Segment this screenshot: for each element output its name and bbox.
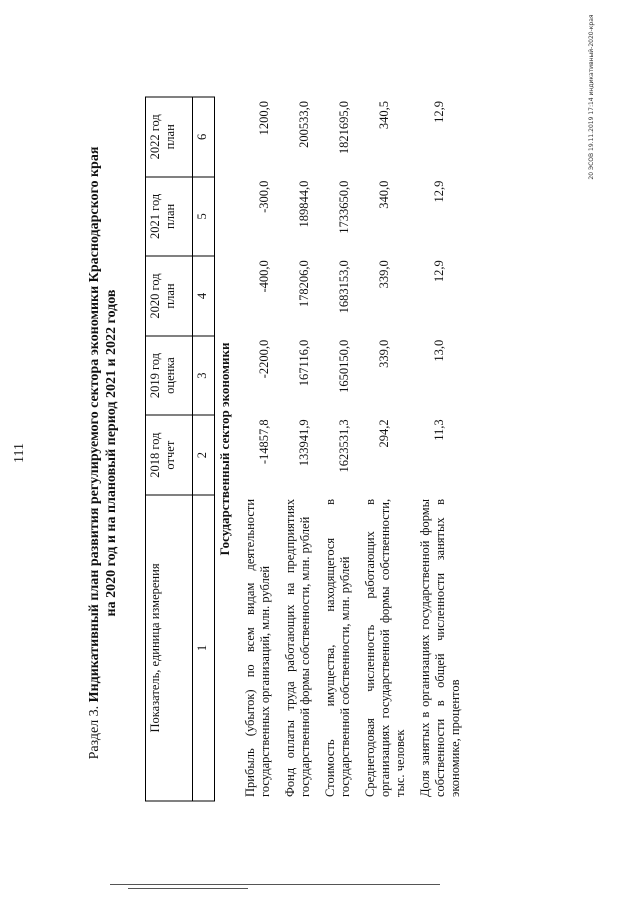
header-2019: 2019 год оценка bbox=[146, 335, 193, 415]
col-number: 5 bbox=[193, 176, 215, 256]
value-2020: 178206,0 bbox=[297, 259, 311, 307]
scan-artifact-line bbox=[128, 888, 248, 889]
value-2020: 339,0 bbox=[377, 259, 391, 288]
value-2022: 12,9 bbox=[432, 100, 446, 123]
col-number: 6 bbox=[193, 97, 215, 177]
value-2019: 339,0 bbox=[377, 339, 391, 368]
page-number: 111 bbox=[12, 442, 27, 463]
scan-artifact-line bbox=[110, 884, 440, 885]
col-number: 1 bbox=[193, 494, 215, 800]
value-2018: 11,3 bbox=[432, 418, 446, 441]
row-label: Среднегодовая численность работающих в организациях государственной формы собственности, тыс. человек bbox=[363, 498, 407, 797]
value-2019: 1650150,0 bbox=[337, 339, 351, 393]
table-header-row bbox=[146, 97, 193, 801]
table-row bbox=[410, 97, 465, 801]
value-2018: -14857,8 bbox=[257, 418, 271, 464]
section-title: Государственный сектор экономики bbox=[217, 342, 232, 555]
col-number: 2 bbox=[193, 415, 215, 495]
value-2021: 340,0 bbox=[377, 180, 391, 209]
value-2022: 340,5 bbox=[377, 100, 391, 129]
table-row bbox=[315, 97, 355, 801]
header-2018: 2018 год отчет bbox=[146, 415, 193, 495]
value-2021: 12,9 bbox=[432, 180, 446, 202]
table-row bbox=[355, 97, 410, 801]
header-2021: 2021 год план bbox=[146, 176, 193, 256]
title-line-1: Индикативный план развития регулируемого сектора экономики Краснодарского края bbox=[87, 146, 102, 702]
value-2019: -2200,0 bbox=[257, 339, 271, 378]
table-row bbox=[235, 97, 275, 801]
value-2019: 167116,0 bbox=[297, 339, 311, 386]
title-prefix: Раздел 3. bbox=[87, 701, 102, 759]
value-2018: 133941,9 bbox=[297, 418, 311, 466]
col-number: 3 bbox=[193, 335, 215, 415]
value-2018: 294,2 bbox=[377, 418, 391, 447]
header-2022: 2022 год план bbox=[146, 97, 193, 177]
header-indicator: Показатель, единица измерения bbox=[146, 494, 193, 800]
value-2020: 12,9 bbox=[432, 259, 446, 282]
row-label: Фонд оплаты труда работающих на предприятиях государственной формы собственности, млн. рублей bbox=[283, 498, 312, 797]
title-line-2: на 2020 год и на плановый период 2021 и 2022 годов bbox=[104, 289, 119, 616]
column-number-row bbox=[193, 97, 215, 801]
col-number: 4 bbox=[193, 256, 215, 336]
row-label: Прибыль (убыток) по всем видам деятельности государственных организаций, млн. рублей bbox=[243, 498, 272, 797]
footer-note: 20 ЭСОВ 19.11.2019 17:14 индикативный-2020-края bbox=[588, 14, 595, 180]
value-2022: 200533,0 bbox=[297, 100, 311, 148]
value-2020: 1683153,0 bbox=[337, 259, 351, 313]
value-2018: 1623531,3 bbox=[337, 418, 351, 472]
value-2019: 13,0 bbox=[432, 339, 446, 362]
value-2022: 1821695,0 bbox=[337, 100, 351, 154]
header-2020: 2020 год план bbox=[146, 256, 193, 336]
value-2021: 1733650,0 bbox=[337, 180, 351, 234]
value-2020: -400,0 bbox=[257, 259, 271, 292]
row-label: Доля занятых в организациях государственной формы собственности в общей численности занятых в экономике, процентов bbox=[418, 498, 462, 797]
indicative-plan-table bbox=[145, 96, 465, 801]
value-2022: 1200,0 bbox=[257, 100, 271, 135]
value-2021: 189844,0 bbox=[297, 180, 311, 227]
row-label: Стоимость имущества, находящегося в государственной собственности, млн. рублей bbox=[323, 498, 352, 797]
document-title bbox=[86, 0, 120, 905]
table-row bbox=[275, 97, 315, 801]
section-row bbox=[215, 97, 236, 801]
value-2021: -300,0 bbox=[257, 180, 271, 213]
